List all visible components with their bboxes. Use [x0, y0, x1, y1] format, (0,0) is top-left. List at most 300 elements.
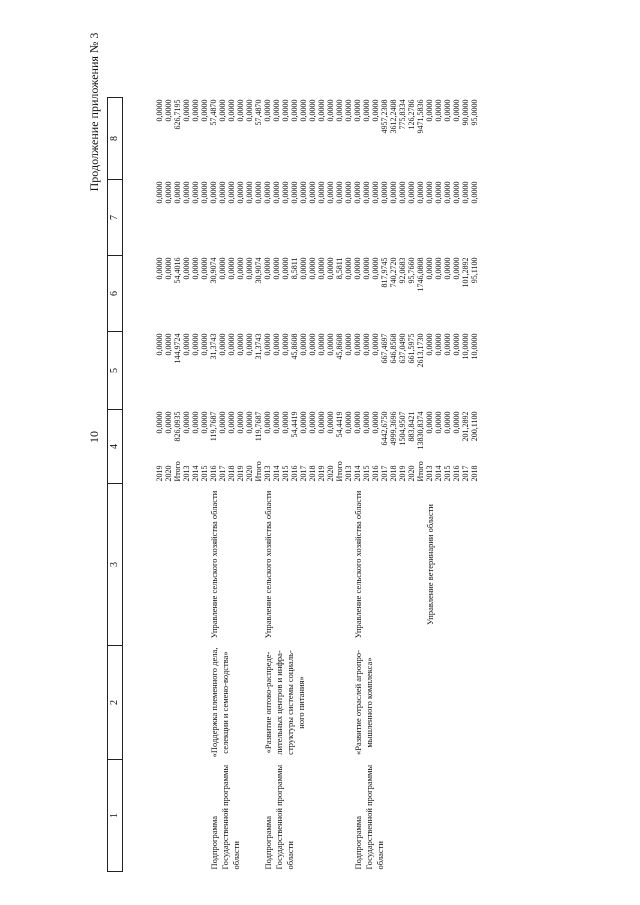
amount-cell: 0,0000	[425, 181, 434, 204]
amount-cell: 0,0000	[353, 257, 362, 280]
executor-cell-text: Управление ветеринарии области	[425, 504, 435, 625]
amount-cell: 0,0000	[299, 333, 308, 356]
amount-cell: 30,9074	[254, 257, 263, 284]
title-cell-text: «Поддержка племенного дела, селекции и семено-водства»	[209, 647, 230, 758]
amount-cell: 0,0000	[353, 333, 362, 356]
year-cell: 2020	[326, 465, 335, 482]
amount-cell: 0,0000	[452, 333, 461, 356]
amount-cell: 0,0000	[200, 257, 209, 280]
empty-cell	[407, 760, 416, 872]
rotated-sheet	[87, 12, 565, 872]
table-row	[155, 98, 164, 872]
table-row	[407, 98, 416, 872]
empty-cell	[416, 484, 425, 646]
year-cell: 2018	[227, 465, 236, 482]
year-cell: 2014	[272, 465, 281, 482]
table-row	[200, 98, 209, 872]
amount-cell: 667,4697	[380, 333, 389, 364]
empty-cell	[236, 484, 245, 646]
amount-cell: 0,0000	[326, 333, 335, 356]
amount-cell: 0,0000	[344, 411, 353, 434]
column-header: 3	[108, 484, 123, 646]
empty-cell	[344, 646, 353, 760]
amount-cell: 57,4870	[254, 99, 263, 126]
amount-cell: 0,0000	[227, 257, 236, 280]
amount-cell: 0,0000	[434, 99, 443, 122]
executor-cell-text: Управление сельского хозяйства области	[263, 490, 273, 639]
table-row	[164, 98, 173, 872]
amount-cell: 0,0000	[425, 411, 434, 434]
empty-cell	[317, 484, 326, 646]
amount-cell: 0,0000	[272, 99, 281, 122]
empty-cell	[380, 484, 389, 646]
empty-cell	[245, 646, 254, 760]
amount-cell: 0,0000	[371, 257, 380, 280]
column-header: 7	[108, 180, 123, 256]
empty-cell	[443, 484, 452, 646]
amount-cell: 0,0000	[443, 333, 452, 356]
subprogram-cell	[209, 760, 241, 872]
amount-cell: 826,0935	[173, 411, 182, 442]
amount-cell: 0,0000	[371, 411, 380, 434]
year-cell: 2014	[434, 465, 443, 482]
year-cell: 2015	[362, 465, 371, 482]
amount-cell: 0,0000	[155, 181, 164, 204]
amount-cell: 8,5811	[335, 257, 344, 280]
empty-cell	[416, 646, 425, 760]
amount-cell: 0,0000	[191, 333, 200, 356]
empty-cell	[461, 646, 470, 760]
amount-cell: 0,0000	[371, 181, 380, 204]
amount-cell: 200,1100	[470, 411, 479, 442]
amount-cell: 0,0000	[344, 333, 353, 356]
executor-cell	[353, 484, 362, 646]
year-cell: 2013	[425, 465, 434, 482]
amount-cell: 201,2892	[461, 411, 470, 442]
amount-cell: 0,0000	[191, 181, 200, 204]
subprogram-cell	[353, 760, 385, 872]
amount-cell: 0,0000	[308, 257, 317, 280]
empty-cell	[470, 760, 479, 872]
amount-cell: 13830,8374	[416, 411, 425, 450]
amount-cell: 0,0000	[200, 411, 209, 434]
amount-cell: 0,0000	[299, 99, 308, 122]
empty-cell	[389, 760, 398, 872]
table-row	[470, 98, 479, 872]
amount-cell: 0,0000	[263, 181, 272, 204]
empty-cell	[452, 760, 461, 872]
year-cell: 2015	[200, 465, 209, 482]
empty-cell	[461, 484, 470, 646]
empty-cell	[443, 646, 452, 760]
amount-cell: 0,0000	[245, 99, 254, 122]
amount-cell: 10,0000	[470, 333, 479, 360]
empty-cell	[389, 484, 398, 646]
executor-cell-text: Управление сельского хозяйства области	[209, 490, 219, 639]
amount-cell: 0,0000	[236, 411, 245, 434]
empty-cell	[416, 760, 425, 872]
year-cell: 2013	[263, 465, 272, 482]
amount-cell: 0,0000	[326, 181, 335, 204]
amount-cell: 0,0000	[227, 181, 236, 204]
empty-cell	[326, 760, 335, 872]
amount-cell: 0,0000	[218, 411, 227, 434]
empty-cell	[173, 484, 182, 646]
year-cell: 2017	[461, 465, 470, 482]
empty-cell	[155, 646, 164, 760]
amount-cell: 0,0000	[317, 99, 326, 122]
amount-cell: 0,0000	[236, 99, 245, 122]
amount-cell: 0,0000	[452, 411, 461, 434]
amount-cell: 0,0000	[371, 333, 380, 356]
column-header-row	[108, 98, 123, 872]
amount-cell: 817,9745	[380, 257, 389, 288]
page-number: 10	[87, 431, 101, 443]
amount-cell: 646,8568	[389, 333, 398, 364]
year-cell: 2018	[470, 465, 479, 482]
amount-cell: 740,2720	[389, 257, 398, 288]
amount-cell: 775,8334	[398, 99, 407, 130]
table-row	[182, 98, 191, 872]
amount-cell: 0,0000	[362, 181, 371, 204]
year-cell: 2015	[281, 465, 290, 482]
empty-cell	[200, 760, 209, 872]
amount-cell: 0,0000	[344, 257, 353, 280]
empty-cell	[452, 646, 461, 760]
amount-cell: 54,4419	[335, 411, 344, 438]
amount-cell: 0,0000	[299, 181, 308, 204]
empty-cell	[443, 760, 452, 872]
amount-cell: 0,0000	[173, 181, 182, 204]
year-cell: 2016	[290, 465, 299, 482]
amount-cell: 92,0683	[398, 257, 407, 284]
empty-cell	[434, 760, 443, 872]
amount-cell: 0,0000	[353, 411, 362, 434]
year-cell: 2016	[452, 465, 461, 482]
amount-cell: 0,0000	[353, 99, 362, 122]
year-cell: 2017	[380, 465, 389, 482]
amount-cell: 0,0000	[209, 181, 218, 204]
empty-cell	[182, 646, 191, 760]
amount-cell: 3612,2408	[389, 99, 398, 134]
title-cell	[353, 646, 374, 760]
empty-cell	[182, 760, 191, 872]
amount-cell: 54,4419	[290, 411, 299, 438]
empty-cell	[254, 646, 263, 760]
empty-cell	[281, 484, 290, 646]
amount-cell: 95,7660	[407, 257, 416, 284]
empty-cell	[398, 484, 407, 646]
title-cell	[263, 646, 306, 760]
amount-cell: 0,0000	[182, 181, 191, 204]
year-cell: Итого	[254, 461, 263, 482]
year-cell: 2018	[308, 465, 317, 482]
amount-cell: 0,0000	[191, 257, 200, 280]
amount-cell: 0,0000	[182, 257, 191, 280]
table-row	[245, 98, 254, 872]
table-row	[425, 98, 434, 872]
subprogram-cell-text: Подпрограмма Государственной программы области	[263, 764, 295, 870]
amount-cell: 30,9074	[209, 257, 218, 284]
amount-cell: 0,0000	[155, 99, 164, 122]
table-row	[416, 98, 425, 872]
year-cell: 2017	[299, 465, 308, 482]
amount-cell: 0,0000	[452, 257, 461, 280]
amount-cell: 0,0000	[200, 333, 209, 356]
table-row	[308, 98, 317, 872]
empty-cell	[452, 484, 461, 646]
year-cell: 2020	[245, 465, 254, 482]
amount-cell: 0,0000	[245, 333, 254, 356]
amount-cell: 0,0000	[164, 257, 173, 280]
subprogram-cell-text: Подпрограмма Государственной программы области	[209, 764, 241, 870]
empty-cell	[398, 646, 407, 760]
amount-cell: 57,4870	[209, 99, 218, 126]
year-cell: 2013	[182, 465, 191, 482]
empty-cell	[164, 646, 173, 760]
continuation-caption: Продолжение приложения № 3	[87, 32, 101, 192]
empty-cell	[308, 646, 317, 760]
table-row	[461, 98, 470, 872]
amount-cell: 0,0000	[272, 257, 281, 280]
amount-cell: 0,0000	[290, 181, 299, 204]
amount-cell: 0,0000	[281, 333, 290, 356]
amount-cell: 0,0000	[254, 181, 263, 204]
table-row	[191, 98, 200, 872]
amount-cell: 0,0000	[272, 181, 281, 204]
amount-cell: 0,0000	[416, 181, 425, 204]
amount-cell: 0,0000	[227, 411, 236, 434]
year-cell: 2014	[353, 465, 362, 482]
amount-cell: 2613,1730	[416, 333, 425, 368]
amount-cell: 0,0000	[362, 99, 371, 122]
table-row	[335, 98, 344, 872]
empty-cell	[308, 760, 317, 872]
amount-cell: 0,0000	[245, 411, 254, 434]
amount-cell: 0,0000	[155, 411, 164, 434]
table-row	[443, 98, 452, 872]
year-cell: 2016	[371, 465, 380, 482]
amount-cell: 119,7687	[209, 411, 218, 442]
empty-cell	[470, 484, 479, 646]
empty-cell	[335, 646, 344, 760]
year-cell: 2020	[164, 465, 173, 482]
table-row	[452, 98, 461, 872]
empty-cell	[470, 646, 479, 760]
table-row	[173, 98, 182, 872]
amount-cell: 0,0000	[434, 181, 443, 204]
empty-cell	[434, 646, 443, 760]
amount-cell: 0,0000	[164, 181, 173, 204]
amount-cell: 0,0000	[281, 257, 290, 280]
amount-cell: 0,0000	[290, 99, 299, 122]
amount-cell: 0,0000	[227, 99, 236, 122]
table-row	[389, 98, 398, 872]
empty-cell	[227, 484, 236, 646]
amount-cell: 0,0000	[200, 99, 209, 122]
empty-cell	[245, 484, 254, 646]
amount-cell: 4957,2308	[380, 99, 389, 134]
budget-table	[107, 97, 479, 872]
amount-cell: 45,8608	[335, 333, 344, 360]
executor-cell	[263, 484, 272, 646]
amount-cell: 0,0000	[164, 99, 173, 122]
amount-cell: 119,7687	[254, 411, 263, 442]
amount-cell: 31,3743	[209, 333, 218, 360]
empty-cell	[317, 646, 326, 760]
title-cell	[209, 646, 230, 760]
amount-cell: 0,0000	[155, 333, 164, 356]
year-cell: Итого	[173, 461, 182, 482]
year-cell: 2013	[344, 465, 353, 482]
amount-cell: 0,0000	[425, 257, 434, 280]
amount-cell: 0,0000	[263, 411, 272, 434]
amount-cell: 0,0000	[398, 181, 407, 204]
amount-cell: 9471,5836	[416, 99, 425, 134]
amount-cell: 0,0000	[299, 411, 308, 434]
amount-cell: 0,0000	[236, 257, 245, 280]
table-row	[398, 98, 407, 872]
empty-cell	[326, 646, 335, 760]
amount-cell: 626,7195	[173, 99, 182, 130]
empty-cell	[164, 760, 173, 872]
amount-cell: 6442,6750	[380, 411, 389, 446]
amount-cell: 0,0000	[461, 181, 470, 204]
empty-cell	[191, 760, 200, 872]
amount-cell: 0,0000	[308, 181, 317, 204]
empty-cell	[182, 484, 191, 646]
empty-cell	[200, 484, 209, 646]
table-row	[317, 98, 326, 872]
title-cell	[425, 646, 434, 760]
amount-cell: 0,0000	[236, 333, 245, 356]
empty-cell	[461, 760, 470, 872]
amount-cell: 661,5975	[407, 333, 416, 364]
amount-cell: 637,0490	[398, 333, 407, 364]
column-header: 5	[108, 332, 123, 410]
empty-cell	[326, 484, 335, 646]
amount-cell: 0,0000	[218, 257, 227, 280]
amount-cell: 0,0000	[218, 99, 227, 122]
amount-cell: 0,0000	[299, 257, 308, 280]
amount-cell: 0,0000	[155, 257, 164, 280]
amount-cell: 0,0000	[218, 181, 227, 204]
amount-cell: 0,0000	[317, 181, 326, 204]
amount-cell: 10,0000	[461, 333, 470, 360]
amount-cell: 45,8608	[290, 333, 299, 360]
year-cell: 2019	[236, 465, 245, 482]
amount-cell: 0,0000	[452, 99, 461, 122]
amount-cell: 0,0000	[218, 333, 227, 356]
amount-cell: 0,0000	[335, 99, 344, 122]
empty-cell	[299, 760, 308, 872]
amount-cell: 0,0000	[389, 181, 398, 204]
empty-cell	[290, 484, 299, 646]
amount-cell: 4999,3696	[389, 411, 398, 446]
empty-cell	[398, 760, 407, 872]
empty-cell	[254, 760, 263, 872]
amount-cell: 0,0000	[263, 333, 272, 356]
empty-cell	[191, 646, 200, 760]
amount-cell: 0,0000	[326, 257, 335, 280]
amount-cell: 0,0000	[326, 99, 335, 122]
empty-cell	[308, 484, 317, 646]
amount-cell: 0,0000	[317, 411, 326, 434]
amount-cell: 0,0000	[245, 181, 254, 204]
table-row	[254, 98, 263, 872]
amount-cell: 1746,0808	[416, 257, 425, 292]
empty-cell	[389, 646, 398, 760]
amount-cell: 0,0000	[335, 181, 344, 204]
empty-cell	[344, 484, 353, 646]
executor-cell	[425, 484, 434, 646]
amount-cell: 0,0000	[281, 99, 290, 122]
column-header: 8	[108, 98, 123, 180]
executor-cell	[209, 484, 218, 646]
amount-cell: 0,0000	[371, 99, 380, 122]
amount-cell: 0,0000	[470, 181, 479, 204]
year-cell: 2015	[443, 465, 452, 482]
amount-cell: 0,0000	[326, 411, 335, 434]
amount-cell: 54,4016	[173, 257, 182, 284]
year-cell: 2020	[407, 465, 416, 482]
amount-cell: 0,0000	[344, 99, 353, 122]
amount-cell: 126,2786	[407, 99, 416, 130]
table-row	[344, 98, 353, 872]
empty-cell	[191, 484, 200, 646]
amount-cell: 0,0000	[434, 333, 443, 356]
amount-cell: 0,0000	[362, 257, 371, 280]
year-cell: 2019	[155, 465, 164, 482]
year-cell: 2014	[191, 465, 200, 482]
amount-cell: 101,2892	[461, 257, 470, 288]
empty-cell	[407, 646, 416, 760]
amount-cell: 883,8421	[407, 411, 416, 442]
year-cell: 2019	[398, 465, 407, 482]
table-row	[434, 98, 443, 872]
empty-cell	[407, 484, 416, 646]
amount-cell: 0,0000	[452, 181, 461, 204]
amount-cell: 95,0000	[470, 99, 479, 126]
amount-cell: 0,0000	[362, 411, 371, 434]
table-row	[326, 98, 335, 872]
empty-cell	[236, 646, 245, 760]
amount-cell: 31,3743	[254, 333, 263, 360]
empty-cell	[164, 484, 173, 646]
amount-cell: 0,0000	[443, 411, 452, 434]
empty-cell	[155, 484, 164, 646]
amount-cell: 0,0000	[407, 181, 416, 204]
column-header: 2	[108, 646, 123, 760]
amount-cell: 0,0000	[443, 257, 452, 280]
amount-cell: 0,0000	[245, 257, 254, 280]
amount-cell: 0,0000	[281, 181, 290, 204]
empty-cell	[254, 484, 263, 646]
amount-cell: 0,0000	[308, 411, 317, 434]
year-cell: 2017	[218, 465, 227, 482]
empty-cell	[200, 646, 209, 760]
empty-cell	[173, 646, 182, 760]
subprogram-cell	[425, 760, 434, 872]
empty-cell	[245, 760, 254, 872]
amount-cell: 0,0000	[434, 411, 443, 434]
amount-cell: 0,0000	[272, 333, 281, 356]
year-cell: 2016	[209, 465, 218, 482]
amount-cell: 0,0000	[200, 181, 209, 204]
empty-cell	[173, 760, 182, 872]
empty-cell	[380, 646, 389, 760]
table-body	[123, 98, 480, 872]
